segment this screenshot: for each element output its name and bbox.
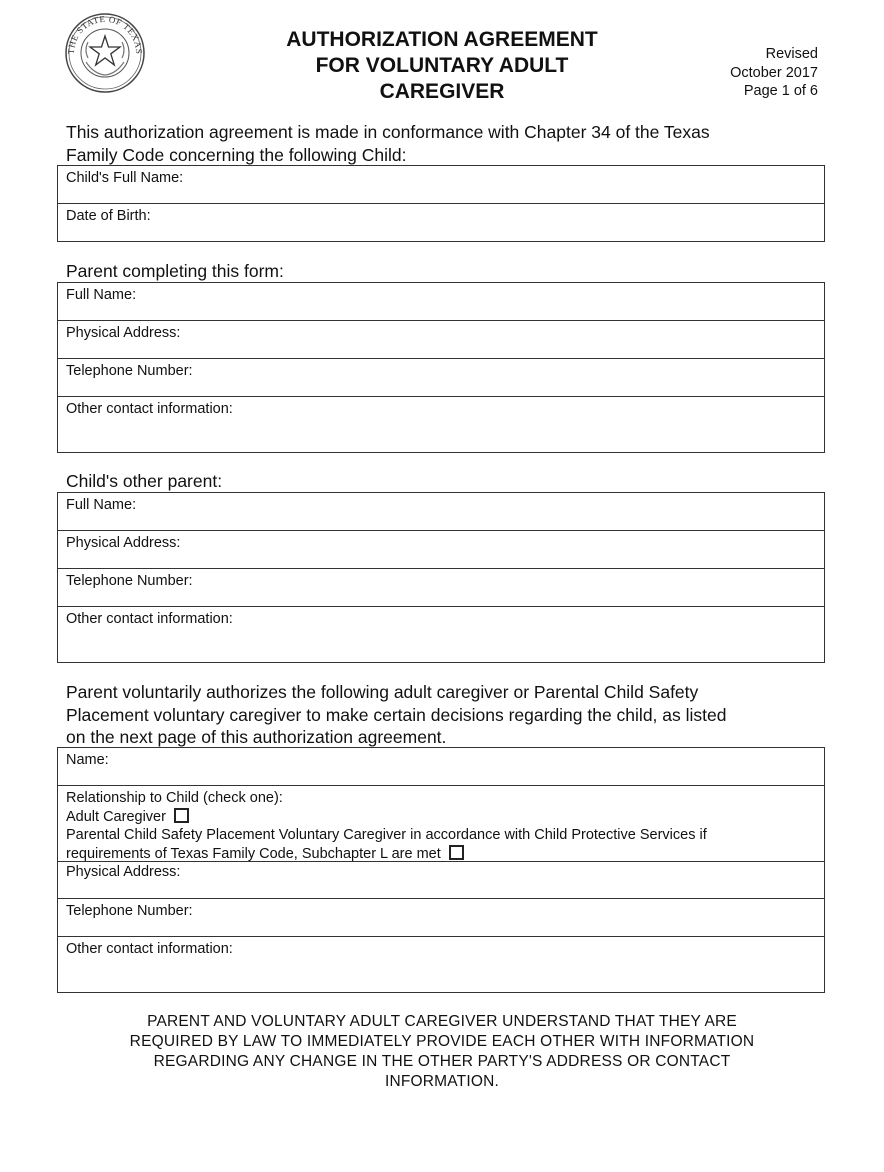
- caregiver-intro: [66, 681, 826, 749]
- adult-caregiver-checkbox[interactable]: [174, 808, 189, 823]
- texas-seal-icon: [64, 12, 146, 94]
- field-label: Other contact information:: [66, 941, 233, 957]
- field-label: Full Name:: [66, 287, 137, 303]
- intro-line: on the next page of this authorization agreement.: [66, 727, 447, 747]
- page-number: Page 1 of 6: [743, 83, 818, 99]
- option-label: Adult Caregiver: [66, 808, 166, 825]
- field-label: Physical Address:: [66, 535, 181, 551]
- intro-line: Family Code concerning the following Child:: [66, 144, 407, 165]
- intro-line: Placement voluntary caregiver to make certain decisions regarding the child, as listed: [66, 704, 727, 725]
- intro-line: Parent voluntarily authorizes the following adult caregiver or Parental Child Safety: [66, 682, 699, 702]
- parent-heading: [66, 260, 826, 283]
- parent-physical-address-field[interactable]: [58, 321, 824, 359]
- adult-caregiver-option: [66, 808, 824, 827]
- caregiver-telephone-field[interactable]: [58, 899, 824, 937]
- child-info-table: [57, 165, 825, 242]
- other-parent-info-table: [57, 492, 825, 663]
- field-label: Telephone Number:: [66, 573, 193, 589]
- section-heading: Parent completing this form:: [66, 261, 284, 281]
- notice-line: REGARDING ANY CHANGE IN THE OTHER PARTY'S ADDRESS OR CONTACT: [153, 1053, 731, 1070]
- field-label: Child's Full Name:: [66, 170, 184, 186]
- caregiver-other-contact-field[interactable]: [58, 937, 824, 992]
- title-line: AUTHORIZATION AGREEMENT: [286, 28, 598, 51]
- child-intro: [66, 121, 826, 166]
- revision-info: [730, 45, 818, 101]
- option-label: requirements of Texas Family Code, Subchapter L are met: [66, 845, 441, 862]
- field-label: Physical Address:: [66, 864, 181, 880]
- notice-line: INFORMATION.: [384, 1073, 500, 1090]
- field-label: Full Name:: [66, 497, 137, 513]
- intro-line: This authorization agreement is made in conformance with Chapter 34 of the Texas: [66, 122, 710, 142]
- seal-text: THE STATE OF TEXAS: [65, 13, 145, 55]
- caregiver-relationship-field: [58, 786, 824, 862]
- field-label: Date of Birth:: [66, 208, 151, 224]
- pcsp-caregiver-checkbox[interactable]: [449, 845, 464, 860]
- field-label: Other contact information:: [66, 401, 233, 417]
- field-label: Other contact information:: [66, 611, 233, 627]
- other-parent-heading: [66, 470, 826, 493]
- field-label: Physical Address:: [66, 325, 181, 341]
- other-parent-full-name-field[interactable]: [58, 493, 824, 531]
- other-parent-telephone-field[interactable]: [58, 569, 824, 607]
- child-date-of-birth-field[interactable]: [58, 204, 824, 241]
- field-label: Telephone Number:: [66, 903, 193, 919]
- parent-other-contact-field[interactable]: [58, 397, 824, 452]
- child-full-name-field[interactable]: [58, 166, 824, 204]
- parent-full-name-field[interactable]: [58, 283, 824, 321]
- document-title: [250, 27, 634, 105]
- field-label: Telephone Number:: [66, 363, 193, 379]
- parent-info-table: [57, 282, 825, 453]
- caregiver-name-field[interactable]: [58, 748, 824, 786]
- title-line: CAREGIVER: [379, 80, 505, 103]
- field-label: Name:: [66, 752, 109, 768]
- title-line: FOR VOLUNTARY ADULT: [315, 54, 569, 77]
- legal-notice: [60, 1012, 824, 1092]
- other-parent-other-contact-field[interactable]: [58, 607, 824, 662]
- revised-label: Revised: [765, 46, 818, 62]
- revision-date: October 2017: [730, 64, 818, 81]
- pcsp-option: [66, 845, 824, 864]
- caregiver-info-table: [57, 747, 825, 993]
- notice-line: REQUIRED BY LAW TO IMMEDIATELY PROVIDE EACH OTHER WITH INFORMATION: [129, 1033, 755, 1050]
- parent-telephone-field[interactable]: [58, 359, 824, 397]
- notice-line: PARENT AND VOLUNTARY ADULT CAREGIVER UNDERSTAND THAT THEY ARE: [147, 1013, 737, 1030]
- caregiver-physical-address-field[interactable]: [58, 862, 824, 899]
- other-parent-physical-address-field[interactable]: [58, 531, 824, 569]
- pcsp-option-label: Parental Child Safety Placement Voluntary Caregiver in accordance with Child Protective Services if: [66, 827, 707, 843]
- relationship-label: Relationship to Child (check one):: [66, 790, 283, 806]
- section-heading: Child's other parent:: [66, 471, 223, 491]
